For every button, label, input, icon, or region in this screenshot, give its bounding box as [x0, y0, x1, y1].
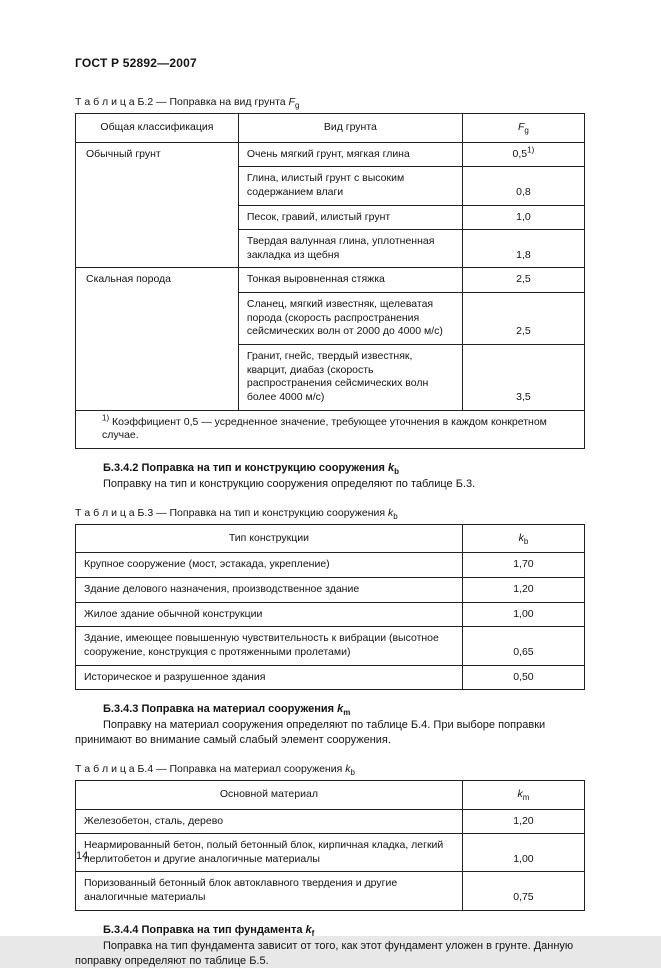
table-cell: Сланец, мягкий известняк, щелеватая порода (скорость распространения сейсмических волн от 2000 до 4000 м/с) [238, 293, 462, 345]
table-header-row [76, 524, 585, 553]
table-row [76, 553, 585, 578]
table-cell-value: 3,5 [462, 345, 584, 411]
table-b3-caption: Т а б л и ц а Б.3 — Поправка на тип и конструкцию сооружения $k_b$ [75, 506, 398, 521]
table-header-row [76, 780, 585, 809]
table-row [76, 809, 585, 834]
table-cell-value: 1,70 [462, 553, 584, 578]
table-cell-value: 1,20 [462, 578, 584, 603]
table-b3 [75, 524, 585, 690]
table-cell: Поризованный бетонный блок автоклавного твердения и другие аналогичные материалы [76, 872, 463, 910]
table-cell: Неармированный бетон, полый бетонный блок, кирпичная кладка, легкий перлитобетон и другие аналогичные материалы [76, 834, 463, 872]
paragraph: Поправку на материал сооружения определяют по таблице Б.4. При выборе поправки принимают во внимание самый слабый элемент сооружения. [75, 719, 546, 747]
table-cell-value: 0,75 [462, 872, 584, 910]
section-heading-b344: Б.3.4.4 Поправка на тип фундамента $k_f$ [103, 923, 315, 938]
table-header-row [76, 114, 585, 143]
table-cell: Здание, имеющее повышенную чувствительность к вибрации (высотное сооружение, конструкция с протяженными пролетами) [76, 627, 463, 665]
table-b4 [75, 780, 585, 911]
table-cell-value: 1,8 [462, 230, 584, 268]
table-cell-value: 1,00 [462, 602, 584, 627]
table-cell: Здание делового назначения, производственное здание [76, 578, 463, 603]
column-header-soil-type: Вид грунта [238, 114, 462, 143]
table-cell-value: 0,5$^{1)}$ [462, 142, 584, 167]
caption-symbol: F [288, 96, 295, 108]
table-b2-caption [75, 96, 585, 111]
table-cell: Крупное сооружение (мост, эстакада, укрепление) [76, 553, 463, 578]
page-number: 14 [76, 850, 89, 862]
section-heading-b343: Б.3.4.3 Поправка на материал сооружения $k_m$ [103, 703, 351, 718]
column-header-km: $k_m$ [462, 780, 584, 809]
table-cell: Гранит, гнейс, твердый известняк, кварцит, диабаз (скорость распространения сейсмических волн более 4000 м/с) [238, 345, 462, 411]
column-header-main-material: Основной материал [76, 780, 463, 809]
table-cell-value: 0,50 [462, 665, 584, 690]
group-cell-rock: Скальная порода [76, 268, 239, 410]
table-row [76, 602, 585, 627]
caption-text: Т а б л и ц а Б.2 — Поправка на вид грунта [75, 96, 286, 108]
table-cell-value: 2,5 [462, 293, 584, 345]
table-cell-value: 1,0 [462, 205, 584, 230]
table-cell: Тонкая выровненная стяжка [238, 268, 462, 293]
table-row [76, 142, 585, 167]
column-header-kb: $k_b$ [462, 524, 584, 553]
table-cell-value: 1,20 [462, 809, 584, 834]
table-row [76, 834, 585, 872]
column-header-classification: Общая классификация [76, 114, 239, 143]
table-cell: Очень мягкий грунт, мягкая глина [238, 142, 462, 167]
table-footnote: $^{1)}$ Коэффициент 0,5 — усредненное значение, требующее уточнения в каждом конкретном случае. [76, 410, 585, 448]
table-row [76, 268, 585, 293]
table-row [76, 627, 585, 665]
paragraph: Поправку на тип и конструкцию сооружения определяют по таблице Б.3. [103, 477, 476, 490]
table-cell-value: 0,65 [462, 627, 584, 665]
table-cell: Историческое и разрушенное здания [76, 665, 463, 690]
table-row [76, 578, 585, 603]
table-cell-value: 0,8 [462, 167, 584, 205]
group-cell-ordinary-soil: Обычный грунт [76, 142, 239, 268]
table-cell: Глина, илистый грунт с высоким содержанием влаги [238, 167, 462, 205]
table-cell-value: 2,5 [462, 268, 584, 293]
paragraph: Поправка на тип фундамента зависит от того, как этот фундамент уложен в грунте. Данную поправку определяют по таблице Б.5. [75, 939, 574, 967]
table-b4-caption: Т а б л и ц а Б.4 — Поправка на материал сооружения $k_b$ [75, 762, 355, 777]
table-row [76, 665, 585, 690]
column-header-construction-type: Тип конструкции [76, 524, 463, 553]
table-cell: Жилое здание обычной конструкции [76, 602, 463, 627]
table-cell-value: 1,00 [462, 834, 584, 872]
column-header-fg: $F_g$ [462, 114, 584, 143]
table-row [76, 872, 585, 910]
table-cell: Песок, гравий, илистый грунт [238, 205, 462, 230]
section-heading-b342: Б.3.4.2 Поправка на тип и конструкцию сооружения $k_b$ [103, 461, 399, 477]
table-b2 [75, 113, 585, 449]
caption-subscript: g [294, 101, 300, 111]
table-footnote-row [76, 410, 585, 448]
document-header: ГОСТ Р 52892—2007 [75, 56, 197, 70]
table-cell: Твердая валунная глина, уплотненная закладка из щебня [238, 230, 462, 268]
table-cell: Железобетон, сталь, дерево [76, 809, 463, 834]
